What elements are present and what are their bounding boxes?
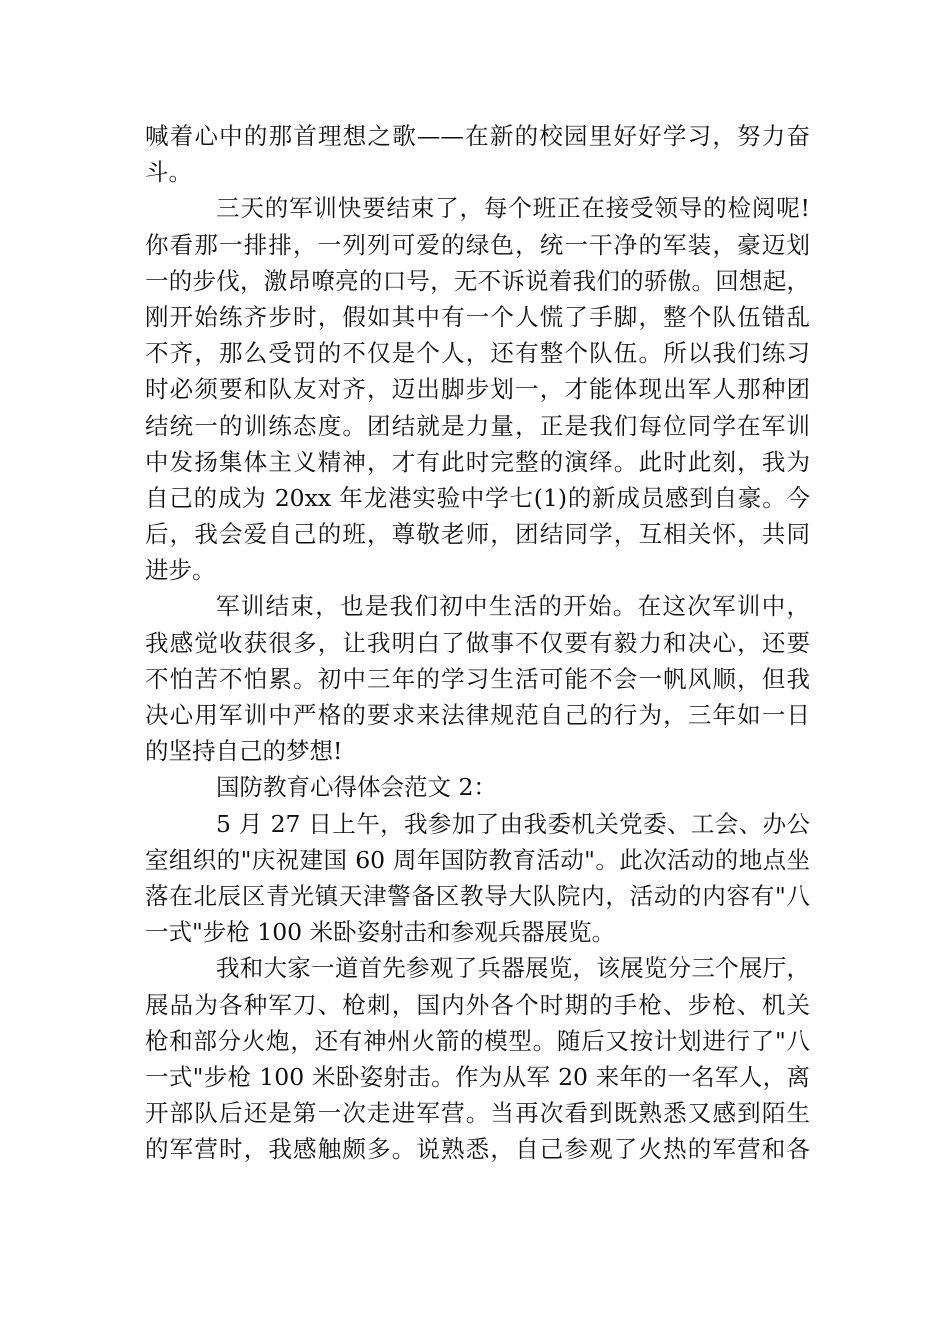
text-line: 枪和部分火炮，还有神州火箭的模型。随后又按计划进行了"八: [145, 1026, 810, 1055]
text-line: 斗。: [145, 158, 192, 187]
text-line: 后，我会爱自己的班，尊敬老师，团结同学，互相关怀，共同: [145, 520, 810, 549]
text-line: 中发扬集体主义精神，才有此时完整的演绎。此时此刻，我为: [145, 447, 810, 476]
text-line: 的坚持自己的梦想!: [145, 737, 343, 766]
document-body: [145, 118, 810, 1167]
text-line: 刚开始练齐步时，假如其中有一个人慌了手脚，整个队伍错乱: [145, 302, 810, 331]
text-line: 我和大家一道首先参观了兵器展览，该展览分三个展厅，: [216, 954, 810, 983]
text-line: 不齐，那么受罚的不仅是个人，还有整个队伍。所以我们练习: [145, 339, 810, 368]
text-line: 结统一的训练态度。团结就是力量，正是我们每位同学在军训: [145, 411, 810, 440]
text-line: 喊着心中的那首理想之歌——在新的校园里好好学习，努力奋: [145, 122, 810, 150]
text-line: 我感觉收获很多，让我明白了做事不仅要有毅力和决心，还要: [145, 628, 810, 657]
text-line: 室组织的"庆祝建国 60 周年国防教育活动"。此次活动的地点坐: [145, 845, 810, 874]
text-line: 不怕苦不怕累。初中三年的学习生活可能不会一帆风顺，但我: [145, 664, 810, 693]
text-line: 军训结束，也是我们初中生活的开始。在这次军训中，: [216, 592, 810, 621]
text-line: 展品为各种军刀、枪刺，国内外各个时期的手枪、步枪、机关: [145, 990, 810, 1019]
text-line: 一式"步枪 100 米卧姿射击。作为从军 20 来年的一名军人，离: [145, 1062, 810, 1091]
text-line: 你看那一排排，一列列可爱的绿色，统一干净的军装，豪迈划: [145, 230, 810, 259]
text-line: 一式"步枪 100 米卧姿射击和参观兵器展览。: [145, 918, 616, 947]
text-line: 开部队后还是第一次走进军营。当再次看到既熟悉又感到陌生: [145, 1099, 810, 1128]
text-line: 决心用军训中严格的要求来法律规范自己的行为，三年如一日: [145, 701, 810, 729]
text-line: 的军营时，我感触颇多。说熟悉，自己参观了火热的军营和各: [145, 1135, 810, 1164]
text-line: 落在北辰区青光镇天津警备区教导大队院内，活动的内容有"八: [145, 881, 810, 910]
text-line: 一的步伐，激昂嘹亮的口号，无不诉说着我们的骄傲。回想起，: [145, 266, 810, 295]
text-line: 5 月 27 日上午，我参加了由我委机关党委、工会、办公: [216, 809, 810, 838]
text-line: 自己的成为 20xx 年龙港实验中学七(1)的新成员感到自豪。今: [145, 483, 810, 512]
text-line: 进步。: [145, 556, 216, 585]
text-line: 时必须要和队友对齐，迈出脚步划一，才能体现出军人那种团: [145, 375, 810, 404]
text-line: 国防教育心得体会范文 2：: [216, 773, 497, 802]
text-line: 三天的军训快要结束了，每个班正在接受领导的检阅呢!: [216, 194, 810, 223]
